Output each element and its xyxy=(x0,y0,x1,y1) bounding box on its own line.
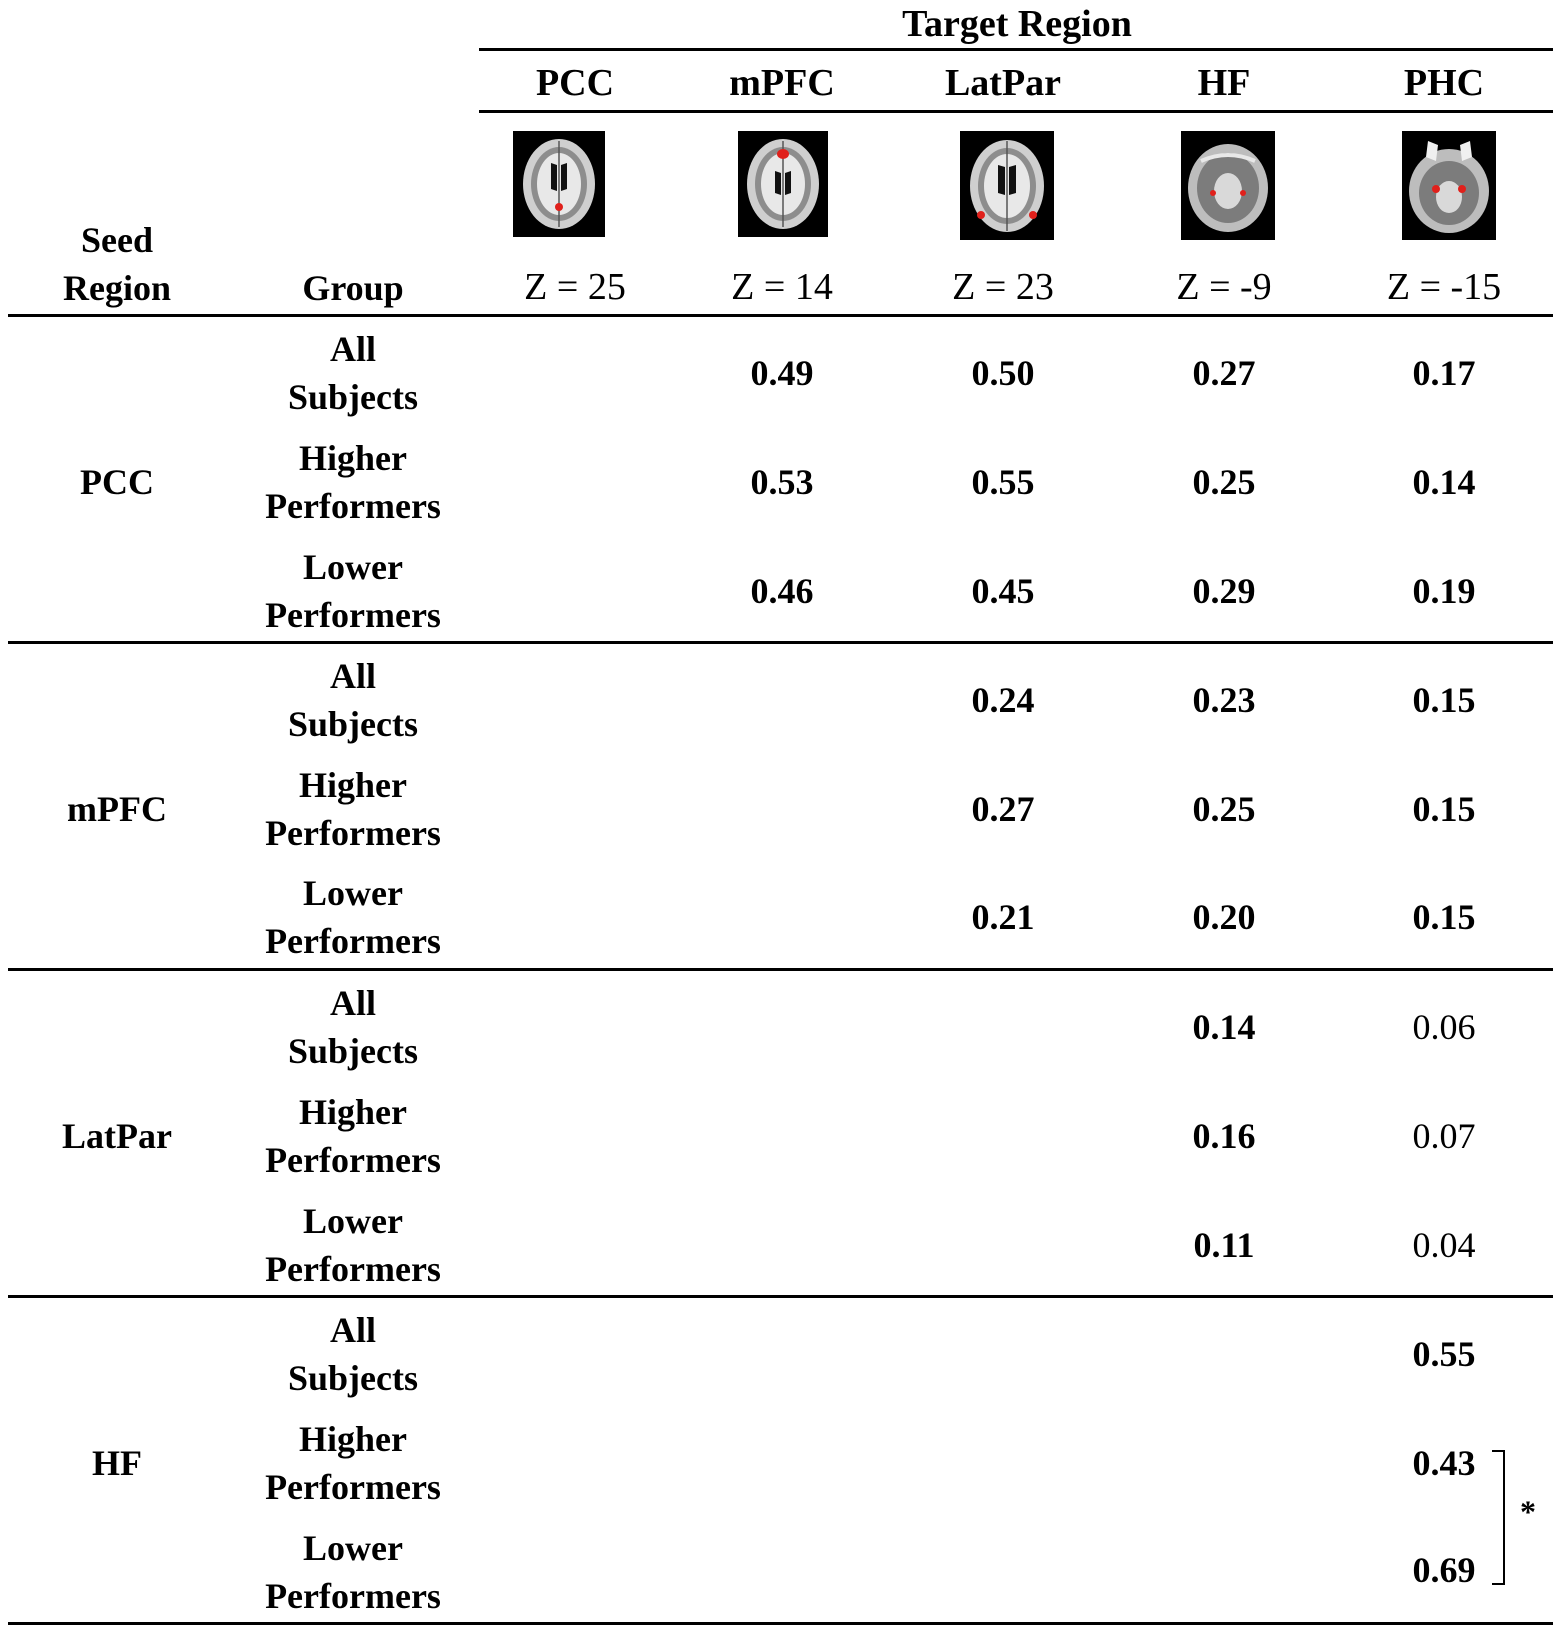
value-cell: 0.16 xyxy=(1192,1116,1256,1156)
section-divider xyxy=(8,1295,1553,1298)
group-label-higher-performers: Higher Performers xyxy=(265,438,441,526)
value-cell: 0.15 xyxy=(1412,897,1476,937)
target-names-rule xyxy=(479,110,1553,113)
group-label-higher-performers: Higher Performers xyxy=(265,1092,441,1180)
value-cell: 0.25 xyxy=(1192,462,1256,502)
group-label-lower-performers: Lower Performers xyxy=(265,1201,441,1289)
section-divider xyxy=(8,968,1553,971)
brain-slice-hf-image xyxy=(1181,131,1275,240)
seed-label-mpfc: mPFC xyxy=(67,789,167,829)
z-label-pcc: Z = 25 xyxy=(524,266,626,308)
value-cell: 0.11 xyxy=(1193,1225,1255,1265)
value-cell: 0.14 xyxy=(1192,1007,1256,1047)
value-cell: 0.53 xyxy=(750,462,814,502)
target-header-phc: PHC xyxy=(1403,62,1485,104)
brain-slice-mpfc-image xyxy=(738,131,828,237)
seed-label-latpar: LatPar xyxy=(62,1116,172,1156)
group-label-lower-performers: Lower Performers xyxy=(265,547,441,635)
value-cell: 0.17 xyxy=(1412,353,1476,393)
value-cell: 0.69 xyxy=(1412,1550,1476,1590)
table-bottom-rule xyxy=(8,1622,1553,1625)
group-label-all-subjects: All Subjects xyxy=(287,656,419,744)
value-cell: 0.50 xyxy=(971,353,1035,393)
value-cell: 0.55 xyxy=(1412,1334,1476,1374)
value-cell: 0.55 xyxy=(971,462,1035,502)
value-cell: 0.23 xyxy=(1192,680,1256,720)
z-label-hf: Z = -9 xyxy=(1176,266,1272,308)
group-label-all-subjects: All Subjects xyxy=(287,983,419,1071)
value-cell: 0.15 xyxy=(1412,789,1476,829)
target-header-latpar: LatPar xyxy=(944,62,1062,104)
value-cell: 0.14 xyxy=(1412,462,1476,502)
target-header-hf: HF xyxy=(1197,62,1251,104)
value-cell: 0.19 xyxy=(1412,571,1476,611)
group-label-all-subjects: All Subjects xyxy=(287,1310,419,1398)
section-divider xyxy=(8,641,1553,644)
target-region-rule xyxy=(479,48,1553,51)
z-label-phc: Z = -15 xyxy=(1386,266,1502,308)
group-label-higher-performers: Higher Performers xyxy=(265,765,441,853)
value-cell: 0.25 xyxy=(1192,789,1256,829)
target-header-pcc: PCC xyxy=(535,62,615,104)
value-cell: 0.06 xyxy=(1412,1007,1476,1047)
group-label-lower-performers: Lower Performers xyxy=(265,1528,441,1616)
group-header: Group xyxy=(302,268,404,308)
z-label-latpar: Z = 23 xyxy=(952,266,1054,308)
value-cell: 0.15 xyxy=(1412,680,1476,720)
value-cell: 0.27 xyxy=(971,789,1035,829)
value-cell: 0.45 xyxy=(971,571,1035,611)
seed-region-header-line2: Region xyxy=(63,268,171,308)
group-label-all-subjects: All Subjects xyxy=(287,329,419,417)
group-label-lower-performers: Lower Performers xyxy=(265,873,441,961)
significance-bracket xyxy=(1492,1450,1505,1585)
target-region-header: Target Region xyxy=(902,3,1132,45)
value-cell: 0.07 xyxy=(1412,1116,1476,1156)
value-cell: 0.46 xyxy=(750,571,814,611)
brain-slice-pcc-image xyxy=(513,131,605,237)
value-cell: 0.20 xyxy=(1192,897,1256,937)
value-cell: 0.24 xyxy=(971,680,1035,720)
brain-slice-latpar-image xyxy=(960,131,1054,240)
value-cell: 0.49 xyxy=(750,353,814,393)
value-cell: 0.04 xyxy=(1412,1225,1476,1265)
target-header-mpfc: mPFC xyxy=(729,62,835,104)
group-label-higher-performers: Higher Performers xyxy=(265,1419,441,1507)
header-bottom-rule xyxy=(8,314,1553,317)
seed-label-hf: HF xyxy=(92,1443,142,1483)
value-cell: 0.43 xyxy=(1412,1443,1476,1483)
z-label-mpfc: Z = 14 xyxy=(731,266,833,308)
value-cell: 0.29 xyxy=(1192,571,1256,611)
seed-region-header-line1: Seed xyxy=(81,220,153,260)
value-cell: 0.21 xyxy=(971,897,1035,937)
seed-label-pcc: PCC xyxy=(80,462,154,502)
brain-slice-phc-image xyxy=(1402,131,1496,240)
significance-marker: * xyxy=(1520,1493,1536,1530)
value-cell: 0.27 xyxy=(1192,353,1256,393)
